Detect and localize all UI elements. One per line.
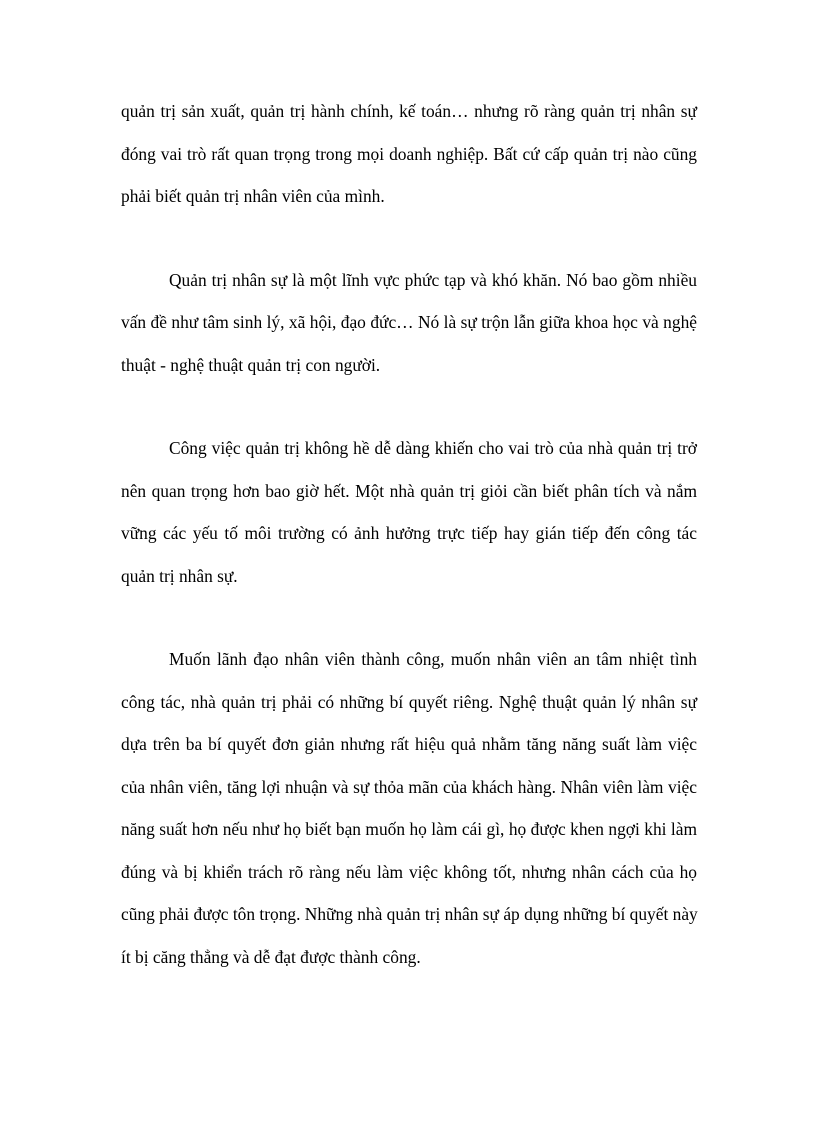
document-body	[121, 90, 697, 978]
paragraph-line: đúng và bị khiển trách rõ ràng nếu làm việc không tốt, nhưng nhân cách của họ	[121, 861, 697, 882]
paragraph-line: Muốn lãnh đạo nhân viên thành công, muốn nhân viên an tâm nhiệt tình	[169, 649, 697, 669]
paragraph-line: vấn đề như tâm sinh lý, xã hội, đạo đức… Nó là sự trộn lẫn giữa khoa học và nghệ	[121, 312, 697, 332]
paragraph-line: cũng phải được tôn trọng. Những nhà quản trị nhân sự áp dụng những bí quyết này	[121, 904, 698, 924]
paragraph-line: quản trị sản xuất, quản trị hành chính, kế toán… nhưng rõ ràng quản trị nhân sự	[121, 101, 697, 121]
paragraph-line: vững các yếu tố môi trường có ảnh hưởng trực tiếp hay gián tiếp đến công tác	[121, 523, 697, 543]
paragraph-gap	[121, 597, 697, 638]
paragraph-gap	[121, 386, 697, 427]
paragraph-line: quản trị nhân sự.	[121, 565, 238, 586]
paragraph-2	[121, 259, 697, 387]
paragraph-line: phải biết quản trị nhân viên của mình.	[121, 186, 385, 206]
paragraph-3	[121, 427, 697, 597]
paragraph-line: thuật - nghệ thuật quản trị con người.	[121, 354, 381, 375]
paragraph-line: Công việc quản trị không hề dễ dàng khiến cho vai trò của nhà quản trị trở	[169, 438, 697, 458]
paragraph-4	[121, 638, 697, 978]
paragraph-line: đóng vai trò rất quan trọng trong mọi doanh nghiệp. Bất cứ cấp quản trị nào cũng	[121, 143, 697, 164]
paragraph-line: ít bị căng thẳng và dễ đạt được thành công.	[121, 946, 421, 967]
paragraph-1	[121, 90, 697, 218]
paragraph-line: năng suất hơn nếu như họ biết bạn muốn họ làm cái gì, họ được khen ngợi khi làm	[121, 819, 697, 839]
paragraph-line: công tác, nhà quản trị phải có những bí quyết riêng. Nghệ thuật quản lý nhân sự	[121, 691, 697, 712]
paragraph-line: của nhân viên, tăng lợi nhuận và sự thỏa mãn của khách hàng. Nhân viên làm việc	[121, 776, 697, 797]
paragraph-line: nên quan trọng hơn bao giờ hết. Một nhà quản trị giỏi cần biết phân tích và nắm	[121, 480, 697, 501]
paragraph-line: dựa trên ba bí quyết đơn giản nhưng rất hiệu quả nhằm tăng năng suất làm việc	[121, 734, 697, 754]
paragraph-line: Quản trị nhân sự là một lĩnh vực phức tạp và khó khăn. Nó bao gồm nhiều	[169, 269, 697, 290]
paragraph-gap	[121, 218, 697, 259]
